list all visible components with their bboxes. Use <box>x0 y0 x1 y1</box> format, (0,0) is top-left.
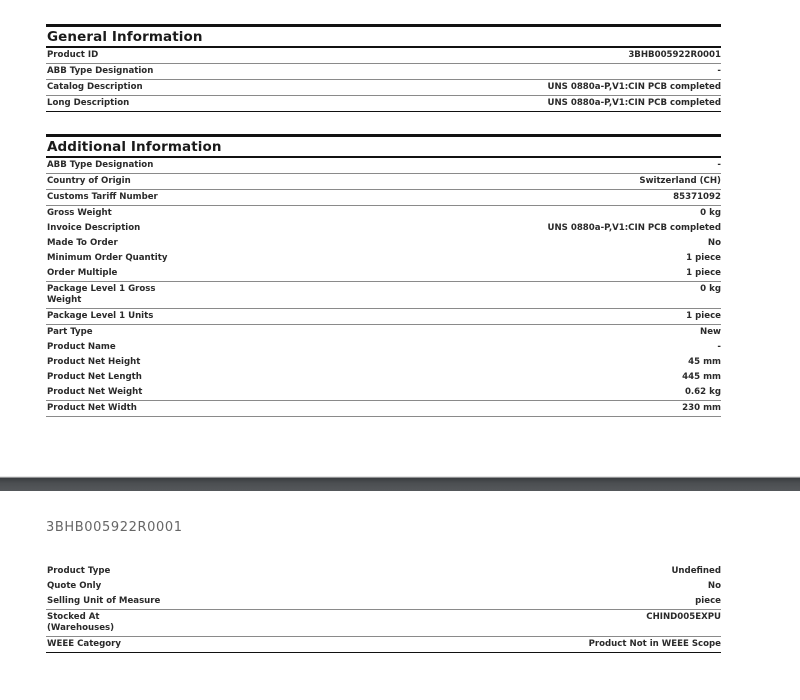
row-value: - <box>717 66 721 76</box>
page2-attributes-section <box>46 564 721 653</box>
general-information-section <box>46 24 721 112</box>
table-row <box>46 637 721 653</box>
row-label: Product Net Length <box>47 372 142 382</box>
row-value: Undefined <box>671 566 721 576</box>
row-label: Stocked At (Warehouses) <box>47 612 115 633</box>
table-row <box>46 282 721 309</box>
table-row <box>46 174 721 190</box>
row-value: 230 mm <box>682 403 721 413</box>
table-row <box>46 610 721 637</box>
row-label: Product Net Height <box>47 357 141 367</box>
table-row <box>46 594 721 610</box>
table-row <box>46 564 721 579</box>
row-label: Customs Tariff Number <box>47 192 158 202</box>
row-value: UNS 0880a-P,V1:CIN PCB completed <box>547 98 721 108</box>
row-label: Product Name <box>47 342 116 352</box>
row-value: No <box>707 238 721 248</box>
row-label: ABB Type Designation <box>47 66 154 76</box>
table-row <box>46 158 721 174</box>
row-value: No <box>707 581 721 591</box>
row-value: - <box>717 160 721 170</box>
row-label: Product Net Weight <box>47 387 143 397</box>
row-value: UNS 0880a-P,V1:CIN PCB completed <box>547 223 721 233</box>
table-row <box>46 64 721 80</box>
table-row <box>46 221 721 236</box>
row-label: Order Multiple <box>47 268 118 278</box>
table-row <box>46 266 721 282</box>
row-value: 0 kg <box>700 208 721 218</box>
page-separator <box>0 476 800 491</box>
table-row <box>46 190 721 206</box>
row-value: 85371092 <box>673 192 721 202</box>
row-label: Product ID <box>47 50 99 60</box>
table-row <box>46 236 721 251</box>
table-row <box>46 309 721 325</box>
row-value: Product Not in WEEE Scope <box>588 639 721 649</box>
section-title-additional: Additional Information <box>46 134 721 158</box>
row-value: piece <box>695 596 721 606</box>
row-label: Made To Order <box>47 238 118 248</box>
table-row <box>46 96 721 112</box>
row-value: CHIND005EXPU <box>646 612 721 622</box>
row-label: Quote Only <box>47 581 102 591</box>
table-row <box>46 385 721 401</box>
row-value: 0 kg <box>700 284 721 294</box>
table-row <box>46 48 721 64</box>
row-value: 1 piece <box>686 253 721 263</box>
row-value: UNS 0880a-P,V1:CIN PCB completed <box>547 82 721 92</box>
section-title-general: General Information <box>46 24 721 48</box>
table-row <box>46 251 721 266</box>
table-row <box>46 206 721 221</box>
row-value: 1 piece <box>686 268 721 278</box>
row-value: 445 mm <box>682 372 721 382</box>
row-label: Invoice Description <box>47 223 141 233</box>
row-label: Product Net Width <box>47 403 137 413</box>
row-label: Country of Origin <box>47 176 131 186</box>
row-label: Long Description <box>47 98 130 108</box>
row-label: Selling Unit of Measure <box>47 596 161 606</box>
row-value: 1 piece <box>686 311 721 321</box>
row-label: WEEE Category <box>47 639 122 649</box>
row-label: Product Type <box>47 566 111 576</box>
row-label: Gross Weight <box>47 208 112 218</box>
table-row <box>46 370 721 385</box>
row-label: Package Level 1 Gross Weight <box>47 284 156 305</box>
table-row <box>46 80 721 96</box>
row-value: - <box>717 342 721 352</box>
row-value: 0.62 kg <box>684 387 721 397</box>
row-label: Minimum Order Quantity <box>47 253 168 263</box>
row-label: ABB Type Designation <box>47 160 154 170</box>
additional-information-section <box>46 134 721 417</box>
row-label: Part Type <box>47 327 93 337</box>
table-row <box>46 401 721 417</box>
row-label: Catalog Description <box>47 82 143 92</box>
row-value: Switzerland (CH) <box>639 176 721 186</box>
row-value: New <box>700 327 721 337</box>
row-value: 3BHB005922R0001 <box>628 50 721 60</box>
row-value: 45 mm <box>688 357 721 367</box>
table-row <box>46 355 721 370</box>
table-row <box>46 579 721 594</box>
row-label: Package Level 1 Units <box>47 311 154 321</box>
table-row <box>46 325 721 340</box>
table-row <box>46 340 721 355</box>
document-product-id: 3BHB005922R0001 <box>46 520 183 535</box>
